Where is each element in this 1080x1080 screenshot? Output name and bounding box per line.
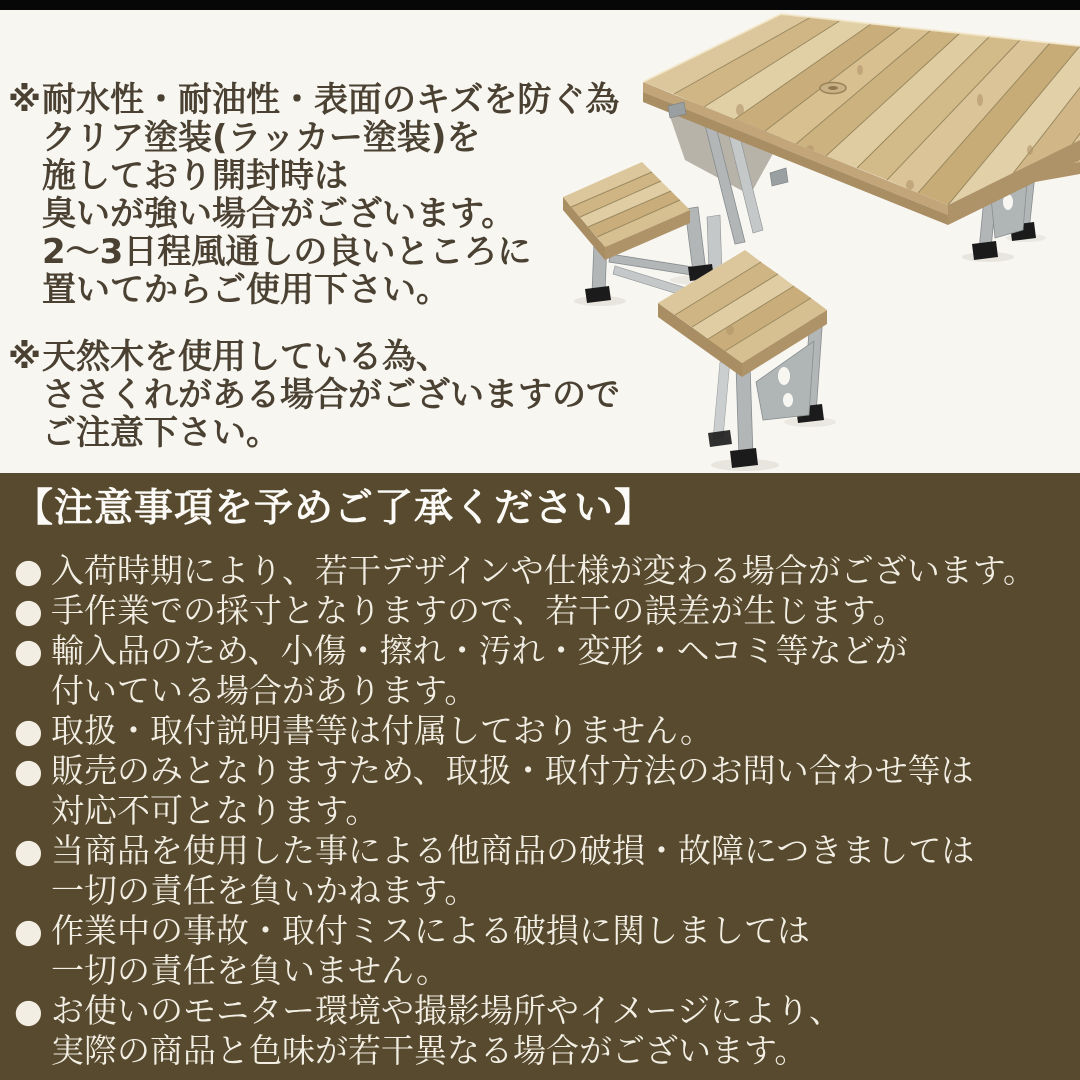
top-section	[0, 10, 1080, 473]
table-top	[643, 14, 1080, 255]
note-block	[8, 338, 620, 452]
notice-line: 販売のみとなりますため、取扱・取付方法のお問い合わせ等は	[51, 751, 974, 790]
bullet-icon: ●	[14, 991, 43, 1030]
note-marker-asterisk: ※	[8, 337, 42, 377]
notice-item	[14, 551, 1066, 591]
note-line: 天然木を使用している為、	[42, 337, 450, 377]
notice-item	[14, 831, 1066, 911]
notice-line: 当商品を使用した事による他商品の破損・故障につきましては	[51, 831, 975, 870]
table-latch	[668, 102, 686, 118]
bullet-icon: ●	[14, 551, 43, 590]
note-line: 置いてからご使用下さい。	[42, 270, 450, 310]
note-line: 臭いが強い場合がございます。	[42, 194, 516, 234]
notice-item	[14, 631, 1066, 711]
bullet-icon: ●	[14, 831, 43, 870]
notice-line: 対応不可となります。	[51, 791, 379, 830]
product-photo	[560, 10, 1080, 473]
top-black-strip	[0, 0, 1080, 10]
bullet-icon: ●	[14, 711, 43, 750]
notice-item	[14, 991, 1066, 1071]
top-notes	[8, 81, 620, 452]
bullet-icon: ●	[14, 911, 43, 950]
note-line: 施しており開封時は	[42, 156, 348, 196]
bullet-icon: ●	[14, 751, 43, 790]
notice-section	[0, 473, 1080, 1080]
notice-line: お使いのモニター環境や撮影場所やイメージにより、	[51, 991, 843, 1030]
ground-shadows	[574, 234, 1046, 471]
parasol-hole	[820, 83, 846, 94]
note-line: ささくれがある場合がございますので	[42, 375, 620, 415]
note-line: クリア塗装(ラッカー塗装)を	[42, 118, 481, 158]
notice-line: 一切の責任を負いかねます。	[51, 871, 478, 910]
notice-line: 入荷時期により、若干デザインや仕様が変わる場合がございます。	[51, 551, 1037, 590]
notice-line: 取扱・取付説明書等は付属しておりません。	[51, 711, 713, 750]
note-block	[8, 81, 620, 309]
stool-right	[940, 129, 1080, 260]
notice-list	[14, 551, 1066, 1071]
stool-front	[658, 250, 827, 468]
bullet-icon: ●	[14, 591, 43, 630]
note-line: 2〜3日程風通しの良いところに	[42, 232, 532, 272]
note-line: ご注意下さい。	[42, 413, 280, 453]
bullet-icon: ●	[14, 631, 43, 670]
notice-line: 輸入品のため、小傷・擦れ・汚れ・変形・ヘコミ等などが	[51, 631, 908, 670]
note-line: 耐水性・耐油性・表面のキズを防ぐ為	[42, 80, 620, 120]
wood-knots	[736, 65, 1033, 190]
notice-header: 【注意事項を予めご了承ください】	[14, 486, 655, 531]
notice-line: 付いている場合があります。	[51, 671, 478, 710]
table-underframe	[609, 101, 795, 304]
notice-item	[14, 751, 1066, 831]
note-marker-asterisk: ※	[8, 80, 42, 120]
table-latch	[770, 168, 788, 186]
notice-item	[14, 911, 1066, 991]
notice-line: 実際の商品と色味が若干異なる場合がございます。	[51, 1031, 808, 1070]
notice-line: 手作業での採寸となりますので、若干の誤差が生じます。	[51, 591, 906, 630]
notice-item	[14, 711, 1066, 751]
notice-line: 一切の責任を負いません。	[51, 951, 449, 990]
notice-line: 作業中の事故・取付ミスによる破損に関しましては	[51, 911, 810, 950]
notice-item	[14, 591, 1066, 631]
